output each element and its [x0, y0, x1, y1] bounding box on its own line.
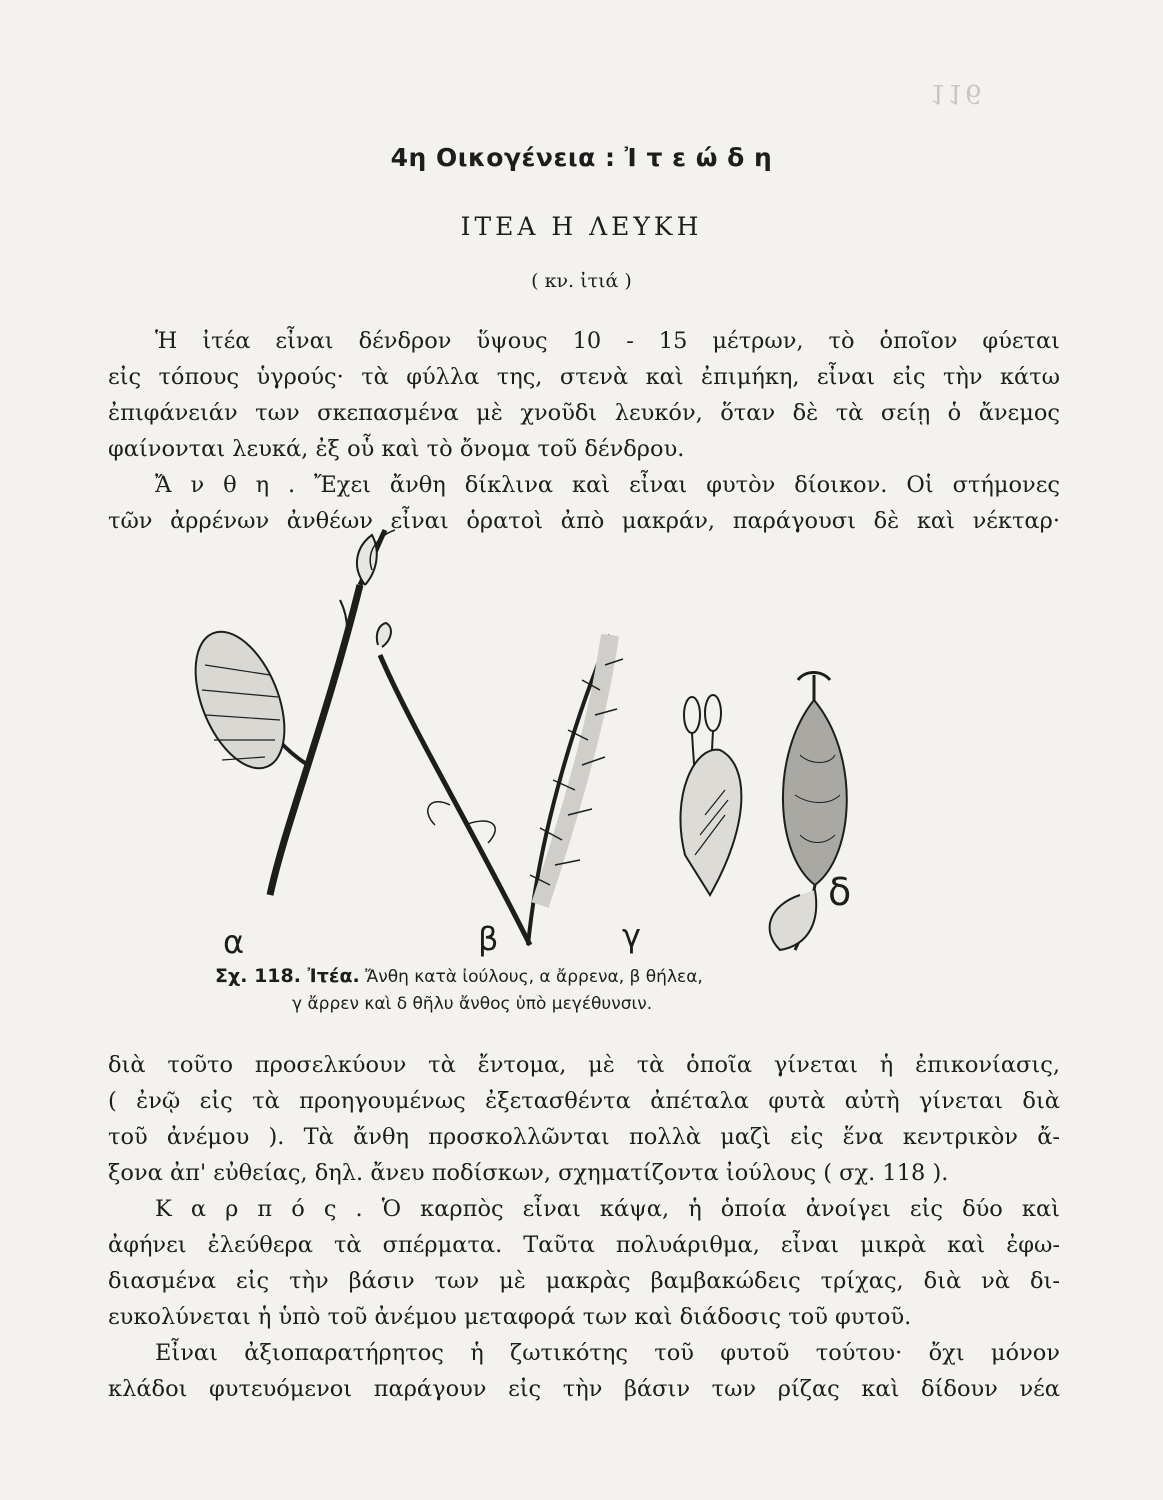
text-line: ( ἐνῷ εἰς τὰ προηγουμένως ἐξετασθέντα ἀπέταλα φυτὰ αὐτὴ γίνεται διὰ: [108, 1088, 1060, 1114]
caption-line-1: Ἄνθη κατὰ ἰούλους, α ἄρρενα, β θήλεα,: [365, 967, 703, 987]
figure-label-gamma: γ: [622, 917, 641, 955]
text-line: ευκολύνεται ἡ ὑπὸ τοῦ ἀνέμου μεταφορά των καὶ διάδοσις τοῦ φυτοῦ.: [108, 1304, 912, 1330]
figure-caption: [215, 963, 915, 1018]
text-line: φαίνονται λευκά, ἐξ οὗ καὶ τὸ ὄνομα τοῦ δένδρου.: [108, 436, 685, 462]
text-line: διὰ τοῦτο προσελκύουν τὰ ἔντομα, μὲ τὰ ὁποῖα γίνεται ἡ ἐπικονίασις,: [108, 1052, 1060, 1078]
vitality-paragraph: [108, 1335, 1060, 1407]
text-line: τοῦ ἀνέμου ). Τὰ ἄνθη προσκολλῶνται πολλὰ μαζὶ εἰς ἕνα κεντρικὸν ἄ-: [108, 1124, 1060, 1150]
common-name: ( κν. ἰτιά ): [531, 270, 632, 292]
species-heading: ΙΤΕΑ Η ΛΕΥΚΗ: [460, 212, 703, 241]
figure-label-delta: δ: [828, 870, 852, 914]
male-flower-drawing: [680, 695, 741, 895]
text-line: διασμένα εἰς τὴν βάσιν των μὲ μακρὰς βαμβακώδεις τρίχας, διὰ νὰ δι-: [108, 1268, 1060, 1294]
text-line: εἰς τόπους ὑγρούς· τὰ φύλλα της, στενὰ καὶ ἐπιμήκη, εἶναι εἰς τὴν κάτω: [108, 364, 1060, 390]
pollination-paragraph: [108, 1047, 1060, 1191]
text-line: ἀφήνει ἐλεύθερα τὰ σπέρματα. Ταῦτα πολυάριθμα, εἶναι μικρὰ καὶ ἐφω-: [108, 1232, 1060, 1258]
fruit-paragraph: [108, 1191, 1060, 1335]
text-line: τῶν ἀρρένων ἀνθέων εἶναι ὁρατοὶ ἀπὸ μακράν, παράγουσι δὲ καὶ νέκταρ·: [108, 508, 1060, 534]
text-line: κλάδοι φυτευόμενοι παράγουν εἰς τὴν βάσιν των ρίζας καὶ δίδουν νέα: [108, 1376, 1060, 1402]
family-heading: 4η Οικογένεια : Ἰ τ ε ώ δ η: [390, 143, 773, 172]
text-line: ἐπιφάνειάν των σκεπασμένα μὲ χνοῦδι λευκόν, ὅταν δὲ τὰ σείῃ ὁ ἄνεμος: [108, 400, 1060, 426]
female-catkin-drawing: [377, 623, 623, 945]
text-line: Κ α ρ π ό ς . Ὁ καρπὸς εἶναι κάψα, ἡ ὁποία ἀνοίγει εἰς δύο καὶ: [155, 1196, 1060, 1222]
willow-flowers-figure: [110, 525, 970, 975]
figure-label-alpha: α: [223, 923, 245, 961]
caption-label: Σχ. 118. Ἰτέα.: [215, 965, 360, 987]
page-number: 116: [930, 78, 983, 108]
text-line: Ἄ ν θ η . Ἔχει ἄνθη δίκλινα καὶ εἶναι φυτὸν δίοικον. Οἱ στήμονες: [155, 472, 1060, 498]
text-line: Ἡ ἰτέα εἶναι δένδρον ὕψους 10 - 15 μέτρων, τὸ ὁποῖον φύεται: [155, 328, 1060, 354]
text-line: Εἶναι ἀξιοπαρατήρητος ἡ ζωτικότης τοῦ φυτοῦ τούτου· ὄχι μόνον: [155, 1340, 1060, 1366]
figure-label-beta: β: [478, 920, 499, 958]
caption-line-2: γ ἄρρεν καὶ δ θῆλυ ἄνθος ὑπὸ μεγέθυνσιν.: [292, 994, 653, 1014]
male-catkin-drawing: [178, 530, 395, 895]
intro-paragraph: [108, 323, 1060, 467]
text-line: ξονα ἀπ' εὐθείας, δηλ. ἄνευ ποδίσκων, σχηματίζοντα ἰούλους ( σχ. 118 ).: [108, 1160, 949, 1186]
